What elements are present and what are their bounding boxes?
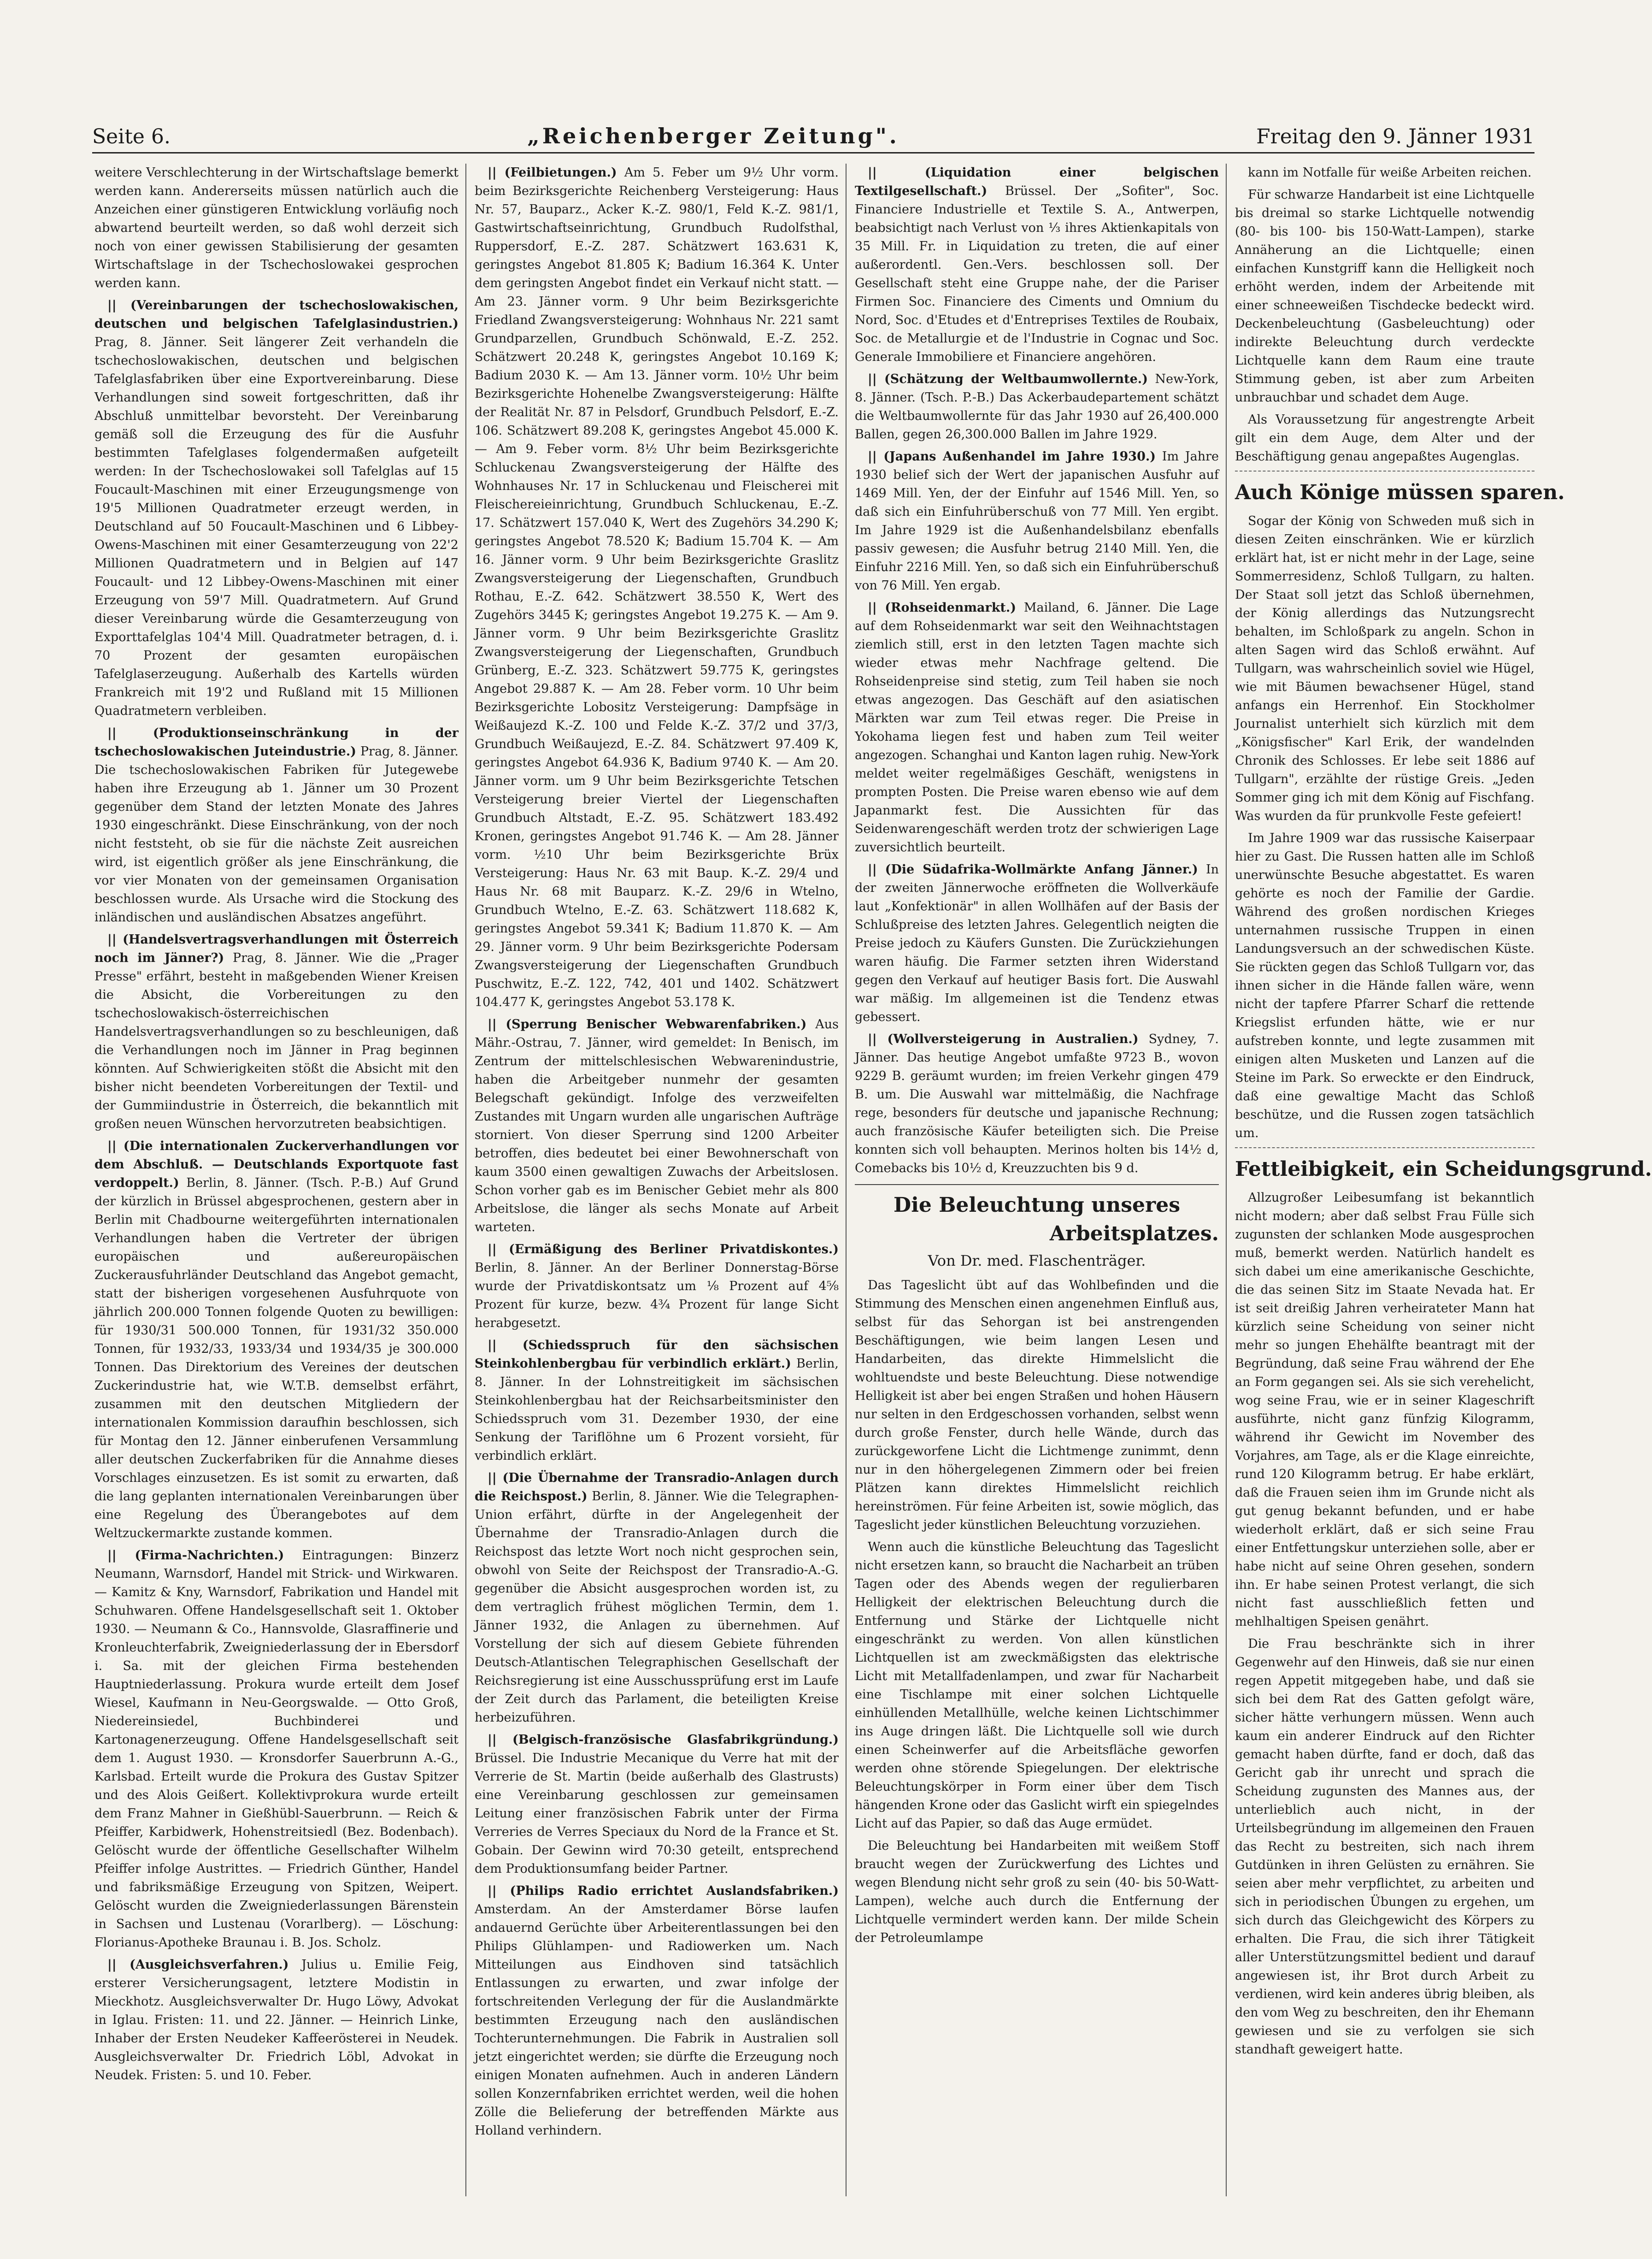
article-byline: Von Dr. med. Flaschenträger.: [928, 1252, 1146, 1269]
page-number: Seite 6.: [92, 125, 170, 148]
page-header: [92, 121, 1534, 148]
news-item-heading: || (Schätzung der Weltbaumwollernte.): [868, 372, 1148, 386]
column-divider: [465, 164, 466, 2196]
news-item-heading: || (Die internationalen Zuckerverhandlungen vor dem Abschluß. — Deutschlands Exportquote fast verdoppelt.): [94, 1139, 459, 1190]
news-item-heading: || (Handelsvertragsverhandlungen mit Österreich noch im Jänner?): [94, 932, 459, 965]
paragraph: Im Jahre 1909 war das russische Kaiserpaar hier zu Gast. Die Russen hatten alle im Schloß unerwünschte Besuche abgestattet. Es waren gehörte es noch der Familie der Gardie. Während des großen nordischen Krieges unternahmen russische Truppen in einen Landungsversuch an der schwedischen Küste. Sie rückten gegen das Schloß Tullgarn vor, das ihnen sicher in die Hände fallen wäre, wenn nicht der tapfere Pfarrer Scharf die rettende Kriegslist erfunden hätte, wie er nur aufstreben konnte, und legte zusammen mit einigen alten Musketen und Lanzen auf die Steine im Park. So erweckte er den Eindruck, daß eine gewaltige Macht das Schloß beschütze, und die Russen zogen tatsächlich um.: [1235, 831, 1534, 1140]
news-item: [855, 164, 1219, 366]
kings-article-body: [1235, 512, 1534, 1143]
news-item: [94, 931, 459, 1133]
news-item: [855, 1030, 1219, 1178]
news-item: [855, 861, 1219, 1026]
paragraph: Wenn auch die künstliche Beleuchtung das Tageslicht nicht ersetzen kann, so braucht die Nacharbeit an trüben Tagen oder des Abends wegen der regulierbaren Helligkeit der elektrischen Beleuchtung durch die Entfernung und Stärke der Lichtquelle nicht eingeschränkt zu werden. Von allen künstlichen Lichtquellen ist am zweckmäßigsten das elektrische Licht mit Metallfadenlampen, und zwar für Nacharbeit eine Tischlampe mit einer solchen Lichtquelle einhüllenden Metallhülle, welche keinen Lichtschimmer ins Auge dringen läßt. Die Lichtquelle soll wie durch einen Scheinwerfer auf die Arbeitsfläche geworfen werden ohne störende Spiegelungen. Der elektrische Beleuchtungskörper in Form einer über dem Tisch hängenden Krone oder das Gaslicht wirft ein spiegelndes Licht auf das Papier, so daß das Auge ermüdet.: [855, 1540, 1219, 1831]
news-item: [475, 1882, 839, 2140]
paragraph: Sogar der König von Schweden muß sich in diesen Zeiten einschränken. Wie er kürzlich erklärt hat, ist er nicht mehr in der Lage, seine Sommerresidenz, Schloß Tullgarn, zu halten. Der Staat soll jetzt das Schloß übernehmen, der König allerdings das Nutzungsrecht behalten, im Schloßpark zu angeln. Schon in alten Sagen wird das Schloß erwähnt. Auf Tullgarn, was wahrscheinlich soviel wie Hügel, wie mit Bäumen bewachsener Hügel, stand anfangs ein Herrenhof. Ein Stockholmer Journalist unterhielt sich kürzlich mit dem „Königsfischer" Karl Erik, der wandelnden Chronik des Schlosses. Er lebe seit 1886 auf Tullgarn", erzählte der rüstige Greis. „Jeden Sommer ging ich mit dem König auf Fischfang. Was wurden da für prunkvolle Feste gefeiert!: [1235, 514, 1534, 823]
news-item-text: Julius u. Emilie Feig, ersterer Versicherungsagent, letztere Modistin in Mieckhotz. Ausgleichsverwalter Dr. Hugo Löwy, Advokat in Iglau. Fristen: 11. und 22. Jänner. — Heinrich Linke, Inhaber der Ersten Neudeker Kaffeerösterei in Neudek. Ausgleichsverwalter Dr. Friedrich Löbl, Advokat in Neudek. Fristen: 5. und 10. Feber.: [94, 1958, 459, 2082]
news-item: [475, 164, 839, 1012]
news-item: [94, 164, 459, 293]
obesity-article-body: [1235, 1189, 1534, 2059]
news-item-heading: || (Feilbietungen.): [488, 165, 617, 180]
news-item: [94, 296, 459, 720]
news-item-heading: || (Die Südafrika-Wollmärkte Anfang Jänner.): [868, 862, 1198, 877]
column-4: [1235, 164, 1652, 2215]
news-item-heading: || (Rohseidenmarkt.): [868, 601, 1017, 615]
news-item-heading: || (Die Übernahme der Transradio-Anlagen durch die Reichspost.): [475, 1471, 839, 1504]
news-item: [475, 1240, 839, 1333]
news-item-text: Berlin, 8. Jänner. In der Lohnstreitigkeit im sächsischen Steinkohlenbergbau hat der Reichsarbeitsminister den Schiedsspruch vom 31. Dezember 1930, der eine Senkung der Tariflöhne um 6 Prozent vorsieht, für verbindlich erklärt.: [475, 1357, 839, 1463]
section-title-obesity: Fettleibigkeit, ein Scheidungsgrund.: [1235, 1157, 1652, 1181]
news-item-heading: || (Schiedsspruch für den sächsischen Steinkohlenbergbau für verbindlich erklärt.): [475, 1338, 839, 1371]
header-rule: [92, 152, 1534, 153]
news-item-text: Sydney, 7. Jänner. Das heutige Angebot umfaßte 9723 B., wovon 9229 B. geräumt wurden; im freien Verkehr gingen 479 B. um. Die Auswahl war mittelmäßig, die Nachfrage rege, besonders für deutsche und japanische Rechnung; auch französische Käufer beteiligten sich. Die Preise konnten sich voll behaupten. Merinos holten bis 14½ d, Comebacks bis 10½ d, Kreuzzuchten bis 9 d.: [855, 1032, 1219, 1175]
news-item: [94, 1137, 459, 1543]
news-item: [475, 1731, 839, 1878]
news-item-text: Berlin, 8. Jänner. (Tsch. P.-B.) Auf Grund der kürzlich in Brüssel abgesprochenen, gestern aber in Berlin mit Chadbourne weitergeführten internationalen Verhandlungen haben die Vertreter der übrigen europäischen und außereuropäischen Zuckerausfuhrländer Deutschland das Angebot gemacht, statt der bisherigen vorgesehenen Ausfuhrquote von jährlich 200.000 Tonnen folgende Quoten zu bewilligen: für 1930/31 500.000 Tonnen, für 1931/32 350.000 Tonnen, für 1932/33, 1933/34 und 1934/35 je 300.000 Tonnen. Das Direktorium des Vereines der deutschen Zuckerindustrie hat, wie W.T.B. demselbst erfährt, zusammen mit den deutschen Mitgliedern der internationalen Kommission daraufhin beschlossen, sich für Montag den 12. Jänner einberufenen Versammlung aller deutschen Zuckerfabriken für die Annahme dieses Vorschlages einzusetzen. Es ist somit zu erwarten, daß die lang geplanten internationalen Vereinbarungen über eine Regelung des Überangebotes auf dem Weltzuckermarkte zustande kommen.: [94, 1176, 459, 1540]
news-item-heading: || (Japans Außenhandel im Jahre 1930.): [868, 449, 1156, 464]
news-item-text: New-York, 8. Jänner. (Tsch. P.-B.) Das Ackerbaudepartement schätzt die Weltbaumwollernte für das Jahr 1930 auf 26,400.000 Ballen, gegen 26,300.000 Ballen im Jahre 1929.: [855, 372, 1219, 442]
news-item-text: Eintragungen: Binzerz Neumann, Warnsdorf, Handel mit Strick- und Wirkwaren. — Kamitz & Kny, Warnsdorf, Fabrikation und Handel mit Schuhwaren. Offene Handelsgesellschaft seit 1. Oktober 1930. — Neumann & Co., Hannsvolde, Glasraffinerie und Kronleuchterfabrik, Zweigniederlassung der in Ebersdorf i. Sa. mit der gleichen Firma bestehenden Hauptniederlassung. Prokura wurde erteilt dem Josef Wiesel, Kaufmann in Neu-Georgswalde. — Otto Groß, Niedereinsiedel, Buchbinderei und Kartonagenerzeugung. Offene Handelsgesellschaft seit dem 1. August 1930. — Kronsdorfer Sauerbrunn A.-G., Karlsbad. Erteilt wurde die Prokura des Gustav Spitzer und des Alois Geißert. Kollektivprokura wurde erteilt dem Franz Mahner in Gießhübl-Sauerbrunn. — Reich & Pfeiffer, Karbidwerk, Hohenstreitsiedl (Bez. Bodenbach). Gelöscht wurde der öffentliche Gesellschafter Wilhelm Pfeiffer infolge Austrittes. — Friedrich Günther, Handel und fabriksmäßige Erzeugung von Spitzen, Weipert. Gelöscht wurden die Zweigniederlassungen Bärenstein in Sachsen und Lustenau (Vorarlberg). — Löschung: Florianus-Apotheke Braunau i. B. Jos. Scholz.: [94, 1548, 459, 1950]
column-divider: [1226, 164, 1227, 2196]
news-item-heading: || (Ermäßigung des Berliner Privatdiskontes.): [488, 1242, 839, 1256]
issue-date: Freitag den 9. Jänner 1931: [1256, 125, 1534, 148]
paragraph: Für schwarze Handarbeit ist eine Lichtquelle bis dreimal so starke Lichtquelle notwendig (80- bis 100- bis 150-Watt-Lampen), starke Annäherung an die Lichtquelle; einen einfachen Kunstgriff kann die Helligkeit noch erhöht werden, indem der Arbeitende mit einer schneeweißen Tischdecke bedeckt wird. Deckenbeleuchtung (Gasbeleuchtung) oder indirekte Beleuchtung durch verdeckte Lichtquelle kann dem Raum eine traute Stimmung geben, ist aber zum Arbeiten unbrauchbar und schadet dem Auge.: [1235, 188, 1534, 405]
news-item-text: Mailand, 6. Jänner. Die Lage auf dem Rohseidenmarkt war seit den Weihnachtstagen ziemlich still, erst in den letzten Tagen machte sich wieder etwas mehr Nachfrage geltend. Die Rohseidenpreise sind stetig, zum Teil haben sie noch etwas angezogen. Das Geschäft auf den asiatischen Märkten war zum Teil etwas reger. Die Preise in Yokohama liegen fest und haben zum Teil weiter angezogen. Schanghai und Kanton lagen ruhig. New-York meldet weiter regelmäßiges Geschäft, wenigstens in prompten Posten. Die Preise waren ebenso wie auf dem Japanmarkt fest. Die Aussichten für das Seidenwarengeschäft werden trotz der schwierigen Lage zuversichtlich beurteilt.: [855, 601, 1219, 855]
news-item-heading: || (Liquidation einer belgischen Textilgesellschaft.): [855, 165, 1219, 198]
paragraph: Das Tageslicht übt auf das Wohlbefinden und die Stimmung des Menschen einen angenehmen Einfluß aus, selbst für das Sehorgan ist bei anstrengenden Beschäftigungen, wie beim langen Lesen und Handarbeiten, das direkte Himmelslicht die wohltuendste und beste Beleuchtung. Diese notwendige Helligkeit ist aber bei engen Straßen und hohen Häusern nur selten in den Erdgeschossen vorhanden, selbst wenn durch große Fenster, durch helle Wände, durch das zurückgeworfene Licht die Lichtmenge zunimmt, denn nur in den höhergelegenen Zimmern oder bei freien Plätzen kann direktes Himmelslicht reichlich hereinströmen. Für feine Arbeiten ist, sowie möglich, das Tageslicht jeder künstlichen Beleuchtung vorzuziehen.: [855, 1278, 1219, 1532]
column-3-news: [855, 164, 1219, 1178]
news-item: [94, 724, 459, 927]
news-item: [475, 1015, 839, 1237]
paragraph: kann im Notfalle für weiße Arbeiten reichen.: [1248, 165, 1532, 180]
news-item-heading: || (Ausgleichsverfahren.): [107, 1958, 289, 1972]
separator: [1235, 471, 1534, 472]
news-item-text: Prag, 8. Jänner. Die tschechoslowakischen Fabriken für Jutegewebe haben ihre Erzeugung ab 1. Jänner um 30 Prozent gegenüber dem Stand der letzten Monate des Jahres 1930 eingeschränkt. Diese Einschränkung, von der noch nicht feststeht, ob sie für die nächste Zeit ausreichen wird, ist eigentlich größer als jene Einschränkung, die vor vier Monaten von der gemeinsamen Organisation beschlossen wurde. Als Ursache wird die Stockung des inländischen und ausländischen Absatzes angeführt.: [94, 744, 459, 925]
news-item-text: Aus Mähr.-Ostrau, 7. Jänner, wird gemeldet: In Benisch, im Zentrum der mittelschlesischen Webwarenindustrie, haben die Arbeitgeber nunmehr der gesamten Belegschaft gekündigt. Infolge des verzweifelten Zustandes mit Ungarn wurden alle ungarischen Aufträge storniert. Von dieser Sperrung sind 1200 Arbeiter betroffen, dies bedeutet bei einer Bewohnerschaft von kaum 3500 einen gewaltigen Zuwachs der Arbeitslosen. Schon vorher gab es im Benischer Gebiet mehr als 800 Arbeitslose, die länger als sechs Monate auf Arbeit warteten.: [475, 1017, 839, 1234]
column-3: [855, 164, 1219, 2215]
news-item: [475, 1469, 839, 1727]
news-item-text: Amsterdam. An der Amsterdamer Börse laufen andauernd Gerüchte über Arbeiterentlassungen bei den Philips Glühlampen- und Radiowerken um. Nach Mitteilungen aus Eindhoven sind tatsächlich Entlassungen zu erwarten, und zwar infolge der fortschreitenden Verlegung der für die Auslandmärkte bestimmten Erzeugung nach den ausländischen Tochterunternehmungen. Die Fabrik in Australien soll jetzt eingerichtet werden; sie dürfte die Erzeugung noch einigen Monaten aufnehmen. Auch in anderen Ländern sollen Konzernfabriken errichtet werden, weil die hohen Zölle die Belieferung der betreffenden Märkte aus Holland verhindern.: [475, 1902, 839, 2138]
news-item: [855, 599, 1219, 857]
news-item: [94, 1546, 459, 1952]
news-item-heading: || (Firma-Nachrichten.): [107, 1548, 284, 1563]
news-item: [94, 1956, 459, 2085]
section-title-kings: Auch Könige müssen sparen.: [1235, 481, 1565, 504]
article-separator: [855, 1184, 1219, 1185]
column-4-continued: [1235, 164, 1534, 466]
news-item-text: Im Jahre 1930 belief sich der Wert der japanischen Ausfuhr auf 1469 Mill. Yen, der der Einfuhr auf 1546 Mill. Yen, so daß sich ein Einfuhrüberschuß von 77 Mill. Yen ergibt. Im Jahre 1929 ist die Außenhandelsbilanz ebenfalls passiv gewesen; die Ausfuhr betrug 2140 Mill. Yen, die Einfuhr 2216 Mill. Yen, so daß sich ein Einfuhrüberschuß von 76 Mill. Yen ergab.: [855, 449, 1219, 593]
news-item-heading: || (Philips Radio errichtet Auslandsfabriken.): [488, 1884, 839, 1898]
news-item-text: Brüssel. Der „Sofiter", Soc. Financiere Industrielle et Textile S. A., Antwerpen, beabsichtigt nach Verlust von ⅓ ihres Aktienkapitals von 35 Mill. Fr. in Liquidation zu treten, die auf einer außerordentl. Gen.-Vers. beschlossen soll. Der Gesellschaft steht eine Gruppe nahe, der die Pariser Firmen Soc. Financiere des Ciments und Omnium du Nord, Soc. d'Etudes et d'Entreprises Textiles de Roubaix, Soc. de Metallurgie et de l'Industrie in Cognac und Soc. Generale Immobiliere et Financiere angehören.: [855, 184, 1219, 364]
news-item-text: Am 5. Feber um 9½ Uhr vorm. beim Bezirksgerichte Reichenberg Versteigerung: Haus Nr. 57, Bauparz., Acker K.-Z. 980/1, Feld K.-Z. 981/1, Gastwirtschaftseinrichtung, Grundbuch Rudolfsthal, Ruppersdorf, E.-Z. 287. Schätzwert 163.631 K, geringstes Angebot 81.805 K; Badium 16.364 K. Unter dem geringsten Angebot findet ein Verkauf nicht statt. — Am 23. Jänner vorm. 9 Uhr beim Bezirksgerichte Friedland Zwangsversteigerung: Wohnhaus Nr. 221 samt Grundparzellen, Grundbuch Schönwald, E.-Z. 252. Schätzwert 20.248 K, geringstes Angebot 10.169 K; Badium 2030 K. — Am 13. Jänner vorm. 10½ Uhr beim Bezirksgerichte Hohenelbe Zwangsversteigerung: Hälfte der Realität Nr. 87 in Pelsdorf, Grundbuch Pelsdorf, E.-Z. 106. Schätzwert 89.208 K, geringstes Angebot 45.000 K. — Am 9. Feber vorm. 8½ Uhr beim Bezirksgerichte Schluckenau Zwangsversteigerung der Hälfte des Wohnhauses Nr. 17 in Schluckenau und Fleischerei mit Fleischereieinrichtung, Grundbuch Schluckenau, E.-Z. 17. Schätzwert 157.040 K, Wert des Zugehörs 34.290 K; geringstes Angebot 78.520 K; Badium 15.704 K. — Am 16. Jänner vorm. 9 Uhr beim Bezirksgerichte Graslitz Zwangsversteigerung der Liegenschaften, Grundbuch Rothau, E.-Z. 642. Schätzwert 38.550 K, Wert des Zugehörs 3445 K; geringstes Angebot 19.275 K. — Am 9. Jänner vorm. 9 Uhr beim Bezirksgerichte Graslitz Zwangsversteigerung der Liegenschaften, Grundbuch Grünberg, E.-Z. 323. Schätzwert 59.775 K, geringstes Angebot 29.887 K. — Am 28. Feber vorm. 10 Uhr beim Bezirksgerichte Lobositz Versteigerung: Dampfsäge in Weißaujezd K.-Z. 100 und Felde K.-Z. 37/2 und 37/3, Grundbuch Weißaujezd, E.-Z. 84. Schätzwert 97.409 K, geringstes Angebot 64.936 K, Badium 9740 K. — Am 20. Jänner vorm. um 9 Uhr beim Bezirksgerichte Tetschen Versteigerung breier Viertel der Liegenschaften Grundbuch Altstadt, E.-Z. 95. Schätzwert 183.492 Kronen, geringstes Angebot 91.746 K. — Am 28. Jänner vorm. ½10 Uhr beim Bezirksgerichte Brüx Versteigerung: Haus Nr. 63 mit Baup. K.-Z. 29/4 und Haus Nr. 68 mit Bauparz. K.-Z. 29/6 in Wtelno, Grundbuch Wtelno, E.-Z. 63. Schätzwert 118.682 K, geringstes Angebot 59.341 K; Badium 11.870 K. — Am 29. Jänner vorm. 9 Uhr beim Bezirksgerichte Podersam Zwangsversteigerung der Liegenschaften Grundbuch Puschwitz, E.-Z. 122, 742, 401 und 1402. Schätzwert 104.477 K, geringstes Angebot 53.178 K.: [475, 165, 839, 1009]
news-item-heading: || (Sperrung Benischer Webwarenfabriken.): [488, 1017, 807, 1032]
news-item-text: Brüssel. Die Industrie Mecanique du Verre hat mit der Verrerie de St. Martin (beide außerhalb des Glastrusts) eine Vereinbarung geschlossen zur gemeinsamen Leitung einer französischen Fabrik unter der Firma Verreries de Verres Speciaux du Nord de la France et St. Gobain. Der Gewinn wird 70:30 geteilt, entsprechend dem Produktionsumfang beider Partner.: [475, 1751, 839, 1876]
paragraph: Die Beleuchtung bei Handarbeiten mit weißem Stoff braucht wegen der Zurückwerfung des Lichtes und wegen Blendung nicht sehr groß zu sein (40- bis 50-Watt-Lampen), welche auch durch die Entfernung der Lichtquelle vermindert werden kann. Der milde Schein der Petroleumlampe: [855, 1839, 1219, 1945]
column-2: [475, 164, 839, 2215]
news-item: [855, 448, 1219, 595]
separator: [1235, 1147, 1534, 1148]
article-title-line2: Arbeitsplatzes.: [1049, 1222, 1219, 1245]
news-item-text: Berlin, 8. Jänner. Wie die Telegraphen-Union erfährt, dürfte in der Angelegenheit der Übernahme der Transradio-Anlagen durch die Reichspost das letzte Wort noch nicht gesprochen sein, obwohl von Seite der Reichspost der Transradio-A.-G. gegenüber die Absicht ausgesprochen worden ist, zu dem vertraglich frühest möglichen Termin, dem 1. Jänner 1932, die Anlagen zu übernehmen. Auf Vorstellung der sich auf diesem Gebiete führenden Deutsch-Atlantischen Telegraphischen Gesellschaft der Reichsregierung ist eine Ausschussprüfung erst im Laufe der Zeit durch das Parlament, die beteiligten Kreise herbeizuführen.: [475, 1489, 839, 1725]
masthead: „Reichenberger Zeitung".: [527, 124, 899, 148]
news-item-heading: || (Belgisch-französische Glasfabrikgründung.): [488, 1733, 839, 1747]
news-item-text: weitere Verschlechterung in der Wirtschaftslage bemerkt werden kann. Andererseits müssen natürlich auch die Anzeichen einer günstigeren Entwicklung vorläufig noch abwartend beurteilt werden, so daß wohl derzeit sich noch von einer gewissen Stabilisierung der gesamten Wirtschaftslage in der Tschechoslowakei gesprochen werden kann.: [94, 165, 459, 290]
article-title: Die Beleuchtung unseres: [894, 1193, 1180, 1217]
news-item-heading: || (Wollversteigerung in Australien.): [868, 1032, 1139, 1046]
paragraph: Allzugroßer Leibesumfang ist bekanntlich nicht modern; aber daß selbst Frau Fülle sich zugunsten der schlanken Mode ausgesprochen muß, bemerkt werden. Natürlich handelt es sich dabei um eine amerikanische Geschichte, die das seinen Sitz im Staate Nevada hat. Er ist seit dreißig Jahren verheirateter Mann hat kürzlich seine Scheidung von seiner nicht mehr so jungen Ehehälfte beantragt mit der Begründung, daß seine Frau während der Ehe an Form gegangen sei. Als sie sich verehelicht, wog seine Frau, wie er in seiner Klageschrift ausführte, nicht ganz fünfzig Kilogramm, während ihr Gewicht im November des Vorjahres, am Tage, als er die Klage einreichte, rund 120 Kilogramm betrug. Er habe erklärt, daß die Frauen seien ihm im Grunde nicht als gut genug bekannt befunden, und er habe wiederholt erklärt, daß er sich seine Frau einer Entfettungskur unterziehen solle, aber er habe nicht auf seine Ohren gesehen, sondern ihn. Er habe seinen Protest verlangt, die sich nicht fast ausschließlich fetten und mehlhaltigen Speisen genährt.: [1235, 1191, 1534, 1629]
column-divider: [846, 164, 847, 2196]
news-item-text: Prag, 8. Jänner. Wie die „Prager Presse" erfährt, besteht in maßgebenden Wiener Kreisen die Absicht, die Vorbereitungen zu den tschechoslowakisch-österreichischen Handelsvertragsverhandlungen so zu beschleunigen, daß die Verhandlungen noch im Jänner in Prag beginnen könnten. Auf Schwierigkeiten stößt die Absicht mit den bisher nicht beendeten Vorbereitungen der Textil- und der Gummiindustrie in Österreich, die bekanntlich mit großen neuen Wünschen hervorzutreten beabsichtigen.: [94, 951, 459, 1131]
news-item-text: Prag, 8. Jänner. Seit längerer Zeit verhandeln die tschechoslowakischen, deutschen und belgischen Tafelglasfabriken über eine Exportvereinbarung. Diese Verhandlungen sind soweit fortgeschritten, daß ihr Abschluß unmittelbar bevorsteht. Der Vereinbarung gemäß soll die Erzeugung des für die Ausfuhr bestimmten Tafelglases folgendermaßen aufgeteilt werden: In der Tschechoslowakei soll Tafelglas auf 15 Foucault-Maschinen mit einer Erzeugungsmenge von 19'5 Millionen Quadratmeter erzeugt werden, in Deutschland auf 50 Foucault-Maschinen und 6 Libbey-Owens-Maschinen mit einer Gesamterzeugung von 22'2 Millionen Quadratmetern und in Belgien auf 147 Foucault- und 12 Libbey-Owens-Maschinen mit einer Erzeugung von 59'7 Mill. Quadratmetern. Auf Grund dieser Vereinbarung würde die Gesamterzeugung von Exporttafelglas 104'4 Mill. Quadratmeter betragen, d. i. 70 Prozent der gesamten europäischen Tafelglaserzeugung. Außerhalb des Kartells würden Frankreich mit 19'2 und Rußland mit 15 Millionen Quadratmetern verbleiben.: [94, 335, 459, 718]
news-item-text: Berlin, 8. Jänner. An der Berliner Donnerstag-Börse wurde der Privatdiskontsatz um ⅛ Prozent auf 4⅝ Prozent für kurze, bezw. 4¾ Prozent für lange Sicht herabgesetzt.: [475, 1261, 839, 1330]
paragraph: Als Voraussetzung für angestrengte Arbeit gilt ein dem Auge, dem Alter und der Beschäftigung genau angepaßtes Augenglas.: [1235, 413, 1534, 464]
news-item: [475, 1336, 839, 1465]
news-item-text: In der zweiten Jännerwoche eröffneten die Wollverkäufe laut „Konfektionär" in allen Wollhäfen auf der Basis der Schlußpreise des letzten Jahres. Gelegentlich neigten die Preise jedoch zu Käufers Gunsten. Die Zurückziehungen waren häufig. Die Farmer setzten ihren Widerstand gegen den Verkauf auf heutiger Basis fort. Die Auswahl war mäßig. Im allgemeinen ist die Tendenz etwas gebessert.: [855, 862, 1219, 1024]
news-item-heading: || (Vereinbarungen der tschechoslowakischen, deutschen und belgischen Tafelglasindustrien.): [94, 298, 459, 331]
news-item-heading: || (Produktionseinschränkung in der tschechoslowakischen Juteindustrie.): [94, 726, 459, 759]
paragraph: Die Frau beschränkte sich in ihrer Gegenwehr auf den Hinweis, daß sie nur einen regen Appetit mitgegeben habe, und daß sie sich bei dem Rat des Gatten gefolgt wäre, sicher hätte verhungern müssen. Wenn auch kaum ein anderer Eindruck auf den Richter gemacht haben dürfte, fand er doch, daß das Gericht gab ihr unrecht und sprach die Scheidung zugunsten des Mannes aus, der unterlieblich auch nicht, in der Urteilsbegründung im allgemeinen den Frauen das Recht zu bestreiten, sich nach ihrem Gutdünken in ihren Gelüsten zu ernähren. Sie seien aber mehr verpflichtet, zu arbeiten und sich in periodischen Übungen zu ergehen, um sich durch das Gleichgewicht des Körpers zu erhalten. Die Frau, die sich ihrer Tätigkeit aller Unterstützungsmittel bedient und darauf angewiesen ist, ihr Brot durch Arbeit zu verdienen, wird kein anderes übrig bleiben, als den vom Weg zu beschreiten, den ihr Ehemann gewiesen und sie zu verfolgen sie sich standhaft geweigert hatte.: [1235, 1637, 1534, 2057]
article-body: [855, 1276, 1219, 1947]
column-1: [94, 164, 459, 2215]
news-item: [855, 370, 1219, 444]
